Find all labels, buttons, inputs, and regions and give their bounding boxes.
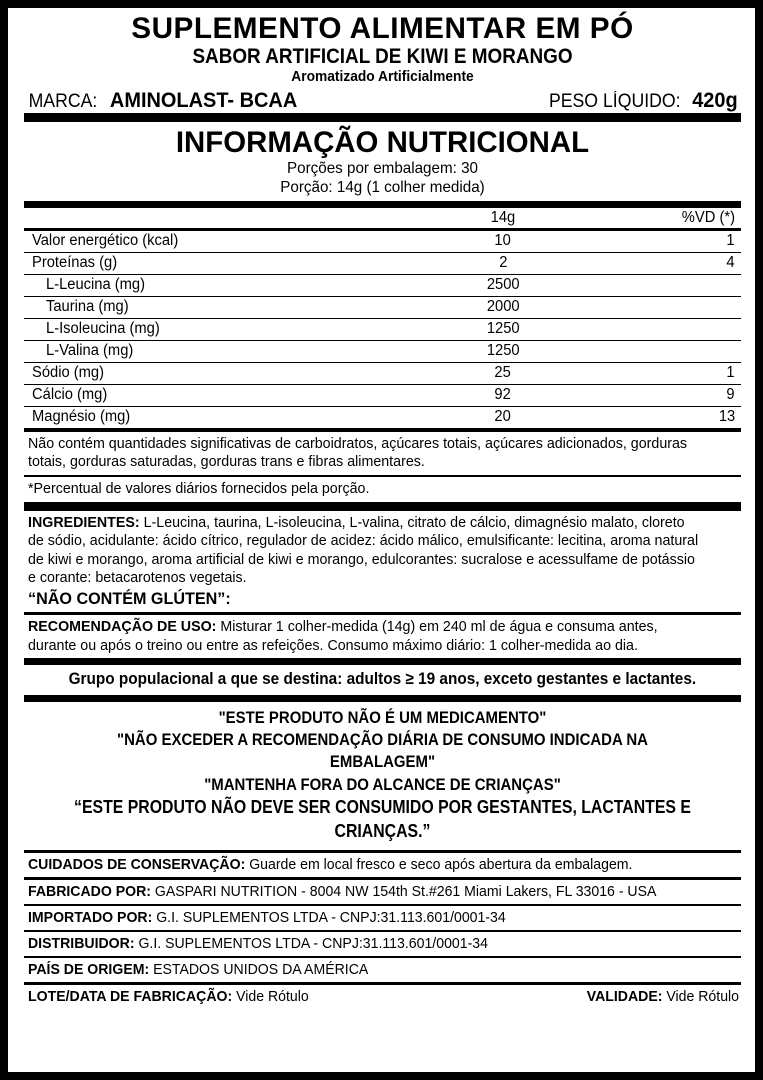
importer-row xyxy=(24,906,741,930)
ingredients-label: INGREDIENTES: xyxy=(28,513,140,531)
nutrition-table xyxy=(24,208,741,228)
nutrient-daily-value: 1 xyxy=(609,231,741,253)
storage-value: Guarde em local fresco e seco após abertura da embalagem. xyxy=(245,855,633,873)
storage-row xyxy=(24,853,741,877)
nutrient-amount: 1250 xyxy=(398,318,609,340)
nutrient-name: L-Isoleucina (mg) xyxy=(24,318,398,340)
distributor-label: DISTRIBUIDOR: xyxy=(28,934,135,952)
lot-value: Vide Rótulo xyxy=(232,987,309,1005)
lot-expiry-row xyxy=(24,985,741,1009)
nutrition-title: INFORMAÇÃO NUTRICIONAL xyxy=(175,126,590,160)
nutrient-amount: 1250 xyxy=(398,340,609,362)
brand-label: MARCA: xyxy=(28,91,98,113)
weight-group xyxy=(544,89,739,113)
nutrient-daily-value xyxy=(609,340,741,362)
nutrient-name: Sódio (mg) xyxy=(24,362,398,384)
nutrient-name: Taurina (mg) xyxy=(24,296,398,318)
nutrition-rows-body xyxy=(24,231,741,429)
table-row xyxy=(24,406,741,428)
nutrient-name: Magnésio (mg) xyxy=(24,406,398,428)
nutrient-name: L-Valina (mg) xyxy=(24,340,398,362)
nutrient-name: L-Leucina (mg) xyxy=(24,274,398,296)
nutrient-name: Cálcio (mg) xyxy=(24,384,398,406)
brand-group xyxy=(26,89,302,113)
divider-table-top xyxy=(24,201,741,208)
gluten-statement: “NÃO CONTÉM GLÚTEN”: xyxy=(28,588,231,608)
nutrient-amount: 2500 xyxy=(398,274,609,296)
table-row xyxy=(24,231,741,253)
not-significant-note: Não contém quantidades significativas de carboidratos, açúcares totais, açúcares adicionados, gorduras totais, gorduras saturadas, gorduras trans e fibras alimentares. xyxy=(28,434,688,471)
nutrient-amount: 20 xyxy=(398,406,609,428)
nutrient-amount: 10 xyxy=(398,231,609,253)
table-header-row xyxy=(24,208,741,228)
table-row xyxy=(24,384,741,406)
table-row xyxy=(24,318,741,340)
weight-value: 420g xyxy=(692,89,738,113)
nutrition-table-body xyxy=(24,208,741,228)
usage-label: RECOMENDAÇÃO DE USO: xyxy=(28,617,217,635)
nutrient-daily-value xyxy=(609,274,741,296)
table-row xyxy=(24,274,741,296)
header-cell-name xyxy=(24,208,398,228)
population-group: Grupo populacional a que se destina: adultos ≥ 19 anos, exceto gestantes e lactantes. xyxy=(68,670,697,689)
distributor-row xyxy=(24,932,741,956)
importer-label: IMPORTADO POR: xyxy=(28,908,153,926)
table-row xyxy=(24,340,741,362)
manufactured-row xyxy=(24,880,741,904)
origin-label: PAÍS DE ORIGEM: xyxy=(28,960,150,978)
header-cell-amount: 14g xyxy=(490,208,516,226)
expiry-label: VALIDADE: xyxy=(586,987,663,1005)
manufactured-label: FABRICADO POR: xyxy=(28,882,151,900)
warning-3: "MANTENHA FORA DO ALCANCE DE CRIANÇAS" xyxy=(204,774,561,794)
ingredients-block xyxy=(24,511,741,612)
manufactured-value: GASPARI NUTRITION - 8004 NW 154th St.#261 Miami Lakers, FL 33016 - USA xyxy=(150,882,657,900)
table-row xyxy=(24,252,741,274)
nutrient-amount: 2000 xyxy=(398,296,609,318)
divider-ingredients-top xyxy=(24,502,741,511)
divider-population-top xyxy=(24,658,741,665)
warning-2: "NÃO EXCEDER A RECOMENDAÇÃO DIÁRIA DE CONSUMO INDICADA NA EMBALAGEM" xyxy=(117,730,648,772)
product-title: SUPLEMENTO ALIMENTAR EM PÓ xyxy=(131,12,634,45)
warning-1: "ESTE PRODUTO NÃO É UM MEDICAMENTO" xyxy=(218,707,547,727)
divider-warnings-top xyxy=(24,695,741,702)
nutrient-daily-value xyxy=(609,296,741,318)
nutrient-daily-value: 1 xyxy=(609,362,741,384)
table-row xyxy=(24,296,741,318)
warnings-block xyxy=(24,702,741,850)
table-row xyxy=(24,362,741,384)
origin-row xyxy=(24,958,741,982)
distributor-value: G.I. SUPLEMENTOS LTDA - CNPJ:31.113.601/0001-34 xyxy=(134,934,488,952)
divider-header xyxy=(24,113,741,122)
expiry-value: Vide Rótulo xyxy=(662,987,739,1005)
importer-value: G.I. SUPLEMENTOS LTDA - CNPJ:31.113.601/0001-34 xyxy=(152,908,506,926)
header-cell-dv: %VD (*) xyxy=(681,208,735,226)
serving-size: Porção: 14g (1 colher medida) xyxy=(280,179,485,197)
origin-value: ESTADOS UNIDOS DA AMÉRICA xyxy=(149,960,369,978)
nutrient-amount: 92 xyxy=(398,384,609,406)
warning-4: “ESTE PRODUTO NÃO DEVE SER CONSUMIDO POR GESTANTES, LACTANTES E CRIANÇAS.” xyxy=(74,797,691,842)
nutrition-table-rows xyxy=(24,231,741,429)
dv-footnote: *Percentual de valores diários fornecidos pela porção. xyxy=(28,479,370,497)
servings-per-package: Porções por embalagem: 30 xyxy=(287,159,478,177)
nutrient-name: Proteínas (g) xyxy=(24,252,398,274)
product-flavor: SABOR ARTIFICIAL DE KIWI E MORANGO xyxy=(192,44,573,68)
nutrient-name: Valor energético (kcal) xyxy=(24,231,398,253)
storage-label: CUIDADOS DE CONSERVAÇÃO: xyxy=(28,855,246,873)
lot-label: LOTE/DATA DE FABRICAÇÃO: xyxy=(28,987,233,1005)
nutrient-amount: 2 xyxy=(398,252,609,274)
usage-text: Misturar 1 colher-medida (14g) em 240 ml de água e consuma antes, durante ou após o treino ou entre as refeições. Consumo máximo diário: 1 colher-medida ao dia. xyxy=(28,617,658,654)
brand-weight-row xyxy=(24,89,741,113)
nutrient-daily-value xyxy=(609,318,741,340)
weight-label: PESO LÍQUIDO: xyxy=(549,91,681,113)
nutrient-amount: 25 xyxy=(398,362,609,384)
nutrient-daily-value: 13 xyxy=(609,406,741,428)
nutrient-daily-value: 9 xyxy=(609,384,741,406)
usage-block xyxy=(24,615,741,658)
ingredients-text: L-Leucina, taurina, L-isoleucina, L-valina, citrato de cálcio, dimagnésio malato, cloreto de sódio, acidulante: ácido cítrico, regulador de acidez: ácido málico, emulsificante: lecitina, aroma natural de kiwi e morango, aroma artificial de kiwi e morango, edulcorantes: sucralose e acessulfame de potássio e corante: betacarotenos vegetais. xyxy=(28,513,699,587)
brand-value: AMINOLAST- BCAA xyxy=(110,89,298,113)
product-flavor-note: Aromatizado Artificialmente xyxy=(291,69,474,86)
nutrient-daily-value: 4 xyxy=(609,252,741,274)
